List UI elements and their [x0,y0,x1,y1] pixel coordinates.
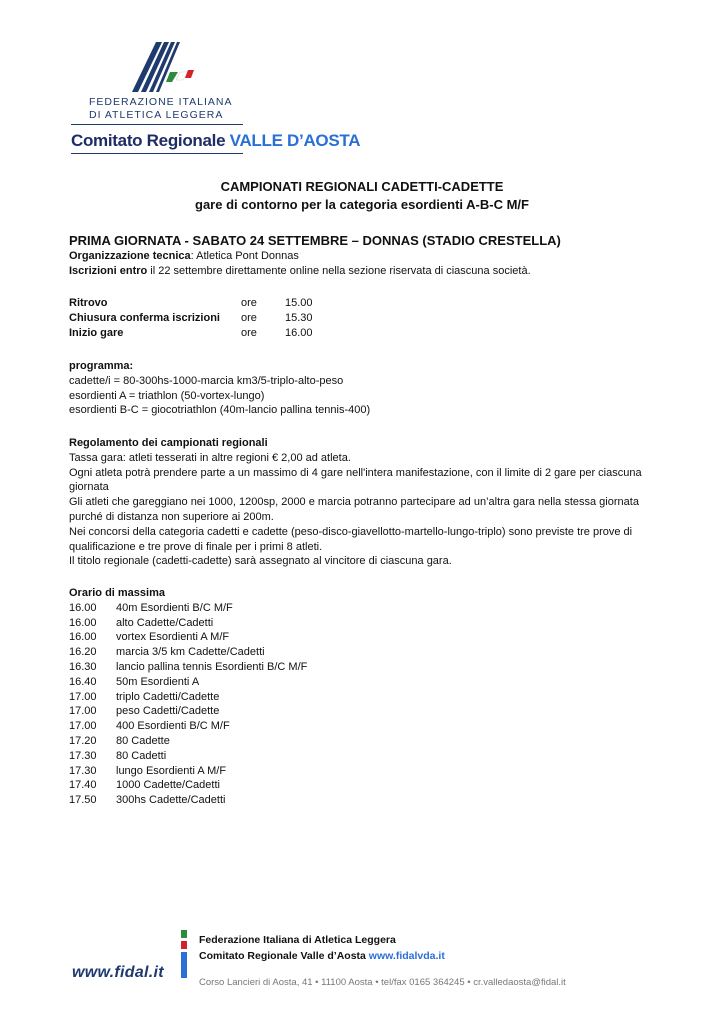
orario-event: 300hs Cadette/Cadetti [116,794,226,807]
comitato-title [71,131,360,151]
orario-time: 16.00 [69,631,97,644]
orario-row [69,601,307,616]
orario-row [69,675,307,690]
info-table [69,296,313,341]
orario-row [69,764,307,779]
regolamento-section [69,436,669,569]
orario-time: 17.30 [69,764,97,777]
footer-color-bar [181,930,187,978]
orario-row [69,734,307,749]
org-tecnica-label: Organizzazione tecnica [69,250,191,262]
orario-event: 80 Cadette [116,734,170,747]
orario-time: 17.00 [69,690,97,703]
iscrizioni-label: Iscrizioni entro [69,265,148,277]
orario-time: 17.00 [69,705,97,718]
orario-event: alto Cadette/Cadetti [116,616,214,629]
fidal-stripes-icon [126,42,196,92]
iscrizioni [69,264,531,279]
regolamento-line: Tassa gara: atleti tesserati in altre regioni € 2,00 ad atleta. [69,451,351,464]
regolamento-line: Gli atleti che gareggiano nei 1000, 1200sp, 2000 e marcia potranno partecipare ad un’altra gara nella stessa giornata [69,496,639,509]
comitato-prefix: Comitato Regionale [71,131,226,150]
info-time: 15.00 [285,297,313,309]
info-time: 16.00 [285,327,313,339]
orario-list [69,601,307,808]
sub-title: gare di contorno per la categoria esordienti A-B-C M/F [195,197,529,212]
info-ore: ore [241,297,257,309]
org-line1: FEDERAZIONE ITALIANA [89,96,233,108]
logo-divider [71,124,243,125]
info-ore: ore [241,327,257,339]
footer-line2 [199,948,445,964]
footer-link[interactable]: www.fidalvda.it [368,950,445,962]
orario-time: 16.30 [69,660,97,673]
orario-row [69,660,307,675]
regolamento-line: qualificazione e tre prove di finale per i primi 8 atleti. [69,540,323,553]
regolamento-line: purché di distanza non superiore ai 200m. [69,510,274,523]
regolamento-heading: Regolamento dei campionati regionali [69,437,268,449]
orario-event: lancio pallina tennis Esordienti B/C M/F [116,660,308,673]
orario-event: 1000 Cadette/Cadetti [116,779,220,792]
org-tecnica [69,249,299,264]
regolamento-line: Nei concorsi della categoria cadetti e cadette (peso-disco-giavellotto-martello-lungo-triplo) sono previste tre prove di [69,525,633,538]
orario-event: triplo Cadetti/Cadette [116,690,220,703]
programma-line: cadette/i = 80-300hs-1000-marcia km3/5-triplo-alto-peso [69,374,344,387]
orario-heading: Orario di massima [69,587,165,599]
orario-row [69,630,307,645]
orario-row [69,793,307,808]
orario-event: 400 Esordienti B/C M/F [116,720,230,733]
orario-time: 16.40 [69,675,97,688]
orario-event: 50m Esordienti A [116,675,200,688]
orario-time: 17.00 [69,720,97,733]
info-label: Ritrovo [69,297,108,309]
footer-line2-prefix: Comitato Regionale Valle d’Aosta [199,950,369,962]
orario-event: vortex Esordienti A M/F [116,631,230,644]
orario-row [69,616,307,631]
info-row [69,326,313,341]
org-tecnica-value: : Atletica Pont Donnas [190,250,299,262]
orario-time: 17.50 [69,794,97,807]
info-label: Chiusura conferma iscrizioni [69,312,220,324]
footer-line1: Federazione Italiana di Atletica Leggera [199,934,396,946]
orario-section [69,586,307,808]
regolamento-line: Il titolo regionale (cadetti-cadette) sarà assegnato al vincitore di ciascuna gara. [69,555,452,568]
orario-row [69,719,307,734]
comitato-region: VALLE D’AOSTA [229,131,361,150]
programma-line: esordienti A = triathlon (50-vortex-lungo) [69,389,265,402]
programma-heading: programma: [69,360,134,372]
info-label: Inizio gare [69,327,124,339]
orario-event: lungo Esordienti A M/F [116,764,227,777]
orario-row [69,778,307,793]
iscrizioni-value: il 22 settembre direttamente online nella sezione riservata di ciascuna società. [147,265,531,277]
orario-row [69,645,307,660]
logo-divider-bottom [71,153,243,154]
orario-event: peso Cadetti/Cadette [116,705,220,718]
orario-row [69,704,307,719]
programma-section [69,359,370,418]
programma-line: esordienti B-C = giocotriathlon (40m-lancio pallina tennis-400) [69,404,371,417]
orario-time: 16.20 [69,646,97,659]
regolamento-line: giornata [69,481,109,494]
main-title: CAMPIONATI REGIONALI CADETTI-CADETTE [220,179,504,194]
orario-row [69,749,307,764]
orario-event: 80 Cadetti [116,749,167,762]
fidal-logo [126,42,196,92]
orario-time: 17.20 [69,734,97,747]
footer-address: Corso Lancieri di Aosta, 41 • 11100 Aosta • tel/fax 0165 364245 • cr.valledaosta@fidal.it [199,977,566,988]
regolamento-line: Ogni atleta potrà prendere parte a un massimo di 4 gare nell'intera manifestazione, con il limite di 2 gare per ciascuna [69,466,642,479]
info-row [69,296,313,311]
org-name [89,96,233,122]
info-time: 15.30 [285,312,313,324]
orario-row [69,690,307,705]
footer-www[interactable]: www.fidal.it [72,964,164,981]
org-line2: DI ATLETICA LEGGERA [89,109,224,121]
orario-event: marcia 3/5 km Cadette/Cadetti [116,646,265,659]
info-ore: ore [241,312,257,324]
orario-time: 16.00 [69,616,97,629]
orario-time: 16.00 [69,601,97,614]
orario-time: 17.40 [69,779,97,792]
orario-time: 17.30 [69,749,97,762]
giornata-heading: PRIMA GIORNATA - SABATO 24 SETTEMBRE – DONNAS (STADIO CRESTELLA) [69,233,561,248]
info-row [69,311,313,326]
orario-event: 40m Esordienti B/C M/F [116,601,233,614]
footer-text [199,932,445,964]
